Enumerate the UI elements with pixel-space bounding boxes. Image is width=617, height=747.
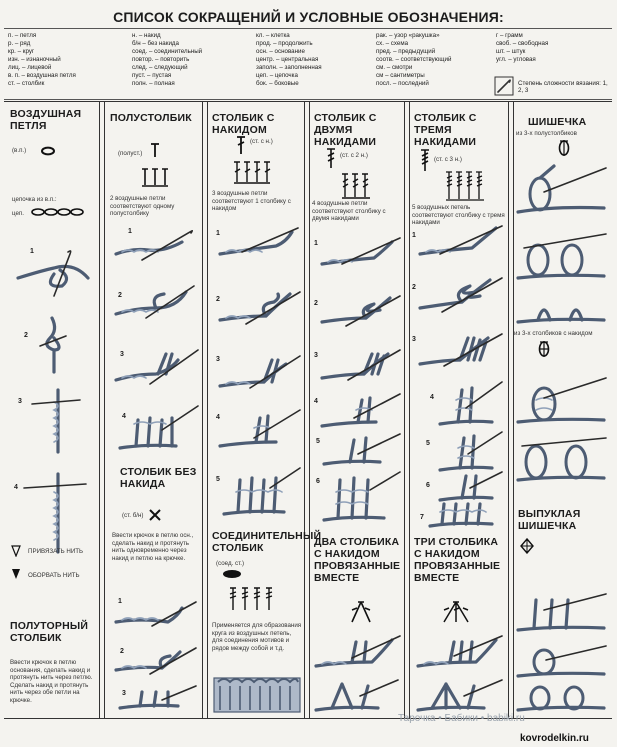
step-number: 4 bbox=[122, 413, 126, 420]
abbr-item: сх. – схема bbox=[376, 40, 409, 47]
step-number: 1 bbox=[216, 230, 220, 237]
step-number: 3 bbox=[216, 356, 220, 363]
abbr-item: кл. – клетка bbox=[256, 32, 290, 39]
abbr-column-4 bbox=[376, 32, 451, 88]
step-number: 3 bbox=[120, 351, 124, 358]
abbr-item: см – сантиметры bbox=[376, 72, 425, 79]
chain-stitch-heading: ВОЗДУШНАЯ ПЕТЛЯ bbox=[10, 108, 82, 132]
slip-stitch-text: Применяется для образования круга из воздушных петель, для соединения мотивов и рядов между собой и т.д. bbox=[212, 622, 302, 652]
step-number: 5 bbox=[316, 438, 320, 445]
tie-yarn-label: ПРИВЯЗАТЬ НИТЬ bbox=[28, 548, 84, 555]
abbr-item: повтор. – повторить bbox=[132, 56, 190, 63]
treble-step-1-illustration bbox=[318, 232, 404, 272]
two-dc-together-heading: ДВА СТОЛБИКА С НАКИДОМ ПРОВЯЗАННЫЕ ВМЕСТЕ bbox=[314, 536, 401, 584]
step-number: 1 bbox=[314, 240, 318, 247]
double-treble-abbr: (ст. с 3 н.) bbox=[434, 156, 462, 163]
abbr-item: изн. – изнаночный bbox=[8, 56, 61, 63]
half-stitch-step-2-illustration bbox=[112, 278, 202, 322]
half-double-text: Ввести крючок в петлю основания, сделать накид и протянуть нить через петлю. Сделать накид и протянуть нить через обе петли на крючке. bbox=[10, 659, 93, 704]
double-crochet-abbr: (ст. с н.) bbox=[250, 138, 273, 145]
column-divider bbox=[304, 102, 310, 718]
abbr-item: кр. – круг bbox=[8, 48, 35, 55]
single-crochet-heading: СТОЛБИК БЕЗ НАКИДА bbox=[120, 466, 197, 490]
cut-yarn-icon bbox=[11, 568, 21, 580]
double-treble-step-4-illustration bbox=[436, 378, 506, 430]
raised-puff-step-2-illustration bbox=[514, 642, 610, 682]
abbr-column-2 bbox=[132, 32, 202, 88]
three-dc-together-symbol-icon bbox=[440, 600, 472, 624]
double-crochet-text: 3 воздушные петли соответствуют 1 столбику с накидом bbox=[212, 190, 291, 212]
grid-top-rule bbox=[4, 101, 612, 102]
difficulty-note: Степень сложности вязания: 1, 2, 3 bbox=[518, 80, 608, 94]
chain-symbol-icon bbox=[40, 146, 56, 156]
column-divider bbox=[404, 102, 410, 718]
abbr-item: ст. – столбик bbox=[8, 80, 45, 87]
chain-step-4-illustration bbox=[22, 472, 92, 558]
half-stitch-step-1-illustration bbox=[112, 224, 202, 264]
chain-step-1-illustration bbox=[14, 248, 94, 298]
abbr-item: посл. – последний bbox=[376, 80, 429, 87]
step-number: 5 bbox=[216, 476, 220, 483]
treble-step-6-illustration bbox=[320, 468, 404, 526]
abbr-item: г – грамм bbox=[496, 32, 523, 39]
double-crochet-step-1-illustration bbox=[216, 222, 304, 262]
chain-stitch-abbr: (в.п.) bbox=[12, 147, 27, 154]
three-dc-together-heading: ТРИ СТОЛБИКА С НАКИДОМ ПРОВЯЗАННЫЕ ВМЕСТЕ bbox=[414, 536, 501, 584]
abbr-item: соед. – соединительный bbox=[132, 48, 203, 55]
abbr-column-3 bbox=[256, 32, 322, 88]
three-dc-together-step-1-illustration bbox=[414, 628, 506, 672]
treble-abbr: (ст. с 2 н.) bbox=[340, 152, 368, 159]
abbr-item: полн. – полная bbox=[132, 80, 175, 87]
single-crochet-step-2-illustration bbox=[112, 640, 202, 678]
raised-puff-step-3-illustration bbox=[514, 682, 610, 716]
double-treble-step-5-illustration bbox=[436, 428, 506, 476]
slip-stitch-row-symbol-icon bbox=[226, 586, 278, 612]
abbr-item: рак. – узор «ракушка» bbox=[376, 32, 440, 39]
step-number: 2 bbox=[216, 296, 220, 303]
step-number: 2 bbox=[120, 648, 124, 655]
slip-stitch-heading: СОЕДИНИТЕЛЬНЫЙ СТОЛБИК bbox=[212, 530, 322, 554]
cut-yarn-label: ОБОРВАТЬ НИТЬ bbox=[28, 572, 80, 579]
abbr-item: н. – накид bbox=[132, 32, 161, 39]
column-divider bbox=[99, 102, 105, 718]
crochet-hook-icon bbox=[494, 76, 514, 96]
single-crochet-step-3-illustration bbox=[116, 682, 202, 716]
step-number: 7 bbox=[420, 514, 424, 521]
step-number: 2 bbox=[118, 292, 122, 299]
step-number: 1 bbox=[128, 228, 132, 235]
treble-step-2-illustration bbox=[318, 288, 404, 330]
half-stitch-row-symbol-icon bbox=[140, 167, 170, 189]
page-title: СПИСОК СОКРАЩЕНИЙ И УСЛОВНЫЕ ОБОЗНАЧЕНИЯ: bbox=[113, 9, 504, 25]
puff-step-3-illustration bbox=[514, 292, 610, 328]
double-treble-step-3-illustration bbox=[416, 326, 506, 370]
abbr-item: угл. – угловая bbox=[496, 56, 536, 63]
abbr-item: своб. – свободная bbox=[496, 40, 549, 47]
step-number: 3 bbox=[412, 336, 416, 343]
puff-note-1: из 3-х полустолбиков bbox=[516, 130, 577, 137]
step-number: 2 bbox=[24, 332, 28, 339]
double-treble-step-1-illustration bbox=[416, 222, 506, 262]
step-number: 4 bbox=[430, 394, 434, 401]
puff-stitch-heading: ШИШЕЧКА bbox=[528, 116, 587, 128]
double-treble-heading: СТОЛБИК С ТРЕМЯ НАКИДАМИ bbox=[414, 112, 477, 148]
double-crochet-step-4-illustration bbox=[216, 402, 304, 452]
double-crochet-step-5-illustration bbox=[220, 462, 304, 520]
abbr-item: пред. – предыдущий bbox=[376, 48, 436, 55]
treble-row-symbol-icon bbox=[340, 172, 374, 200]
half-stitch-abbr: (полуст.) bbox=[118, 150, 143, 157]
step-number: 4 bbox=[14, 484, 18, 491]
double-treble-text: 5 воздушных петель соответствуют столбику с тремя накидами bbox=[412, 204, 505, 226]
step-number: 4 bbox=[216, 414, 220, 421]
abbr-item: пуст. – пустая bbox=[132, 72, 172, 79]
abbr-item: в. п. – воздушная петля bbox=[8, 72, 76, 79]
abbr-item: п. – петля bbox=[8, 32, 37, 39]
step-number: 1 bbox=[412, 232, 416, 239]
abbr-column-5 bbox=[496, 32, 548, 64]
puff-step-2-illustration bbox=[514, 228, 610, 288]
abbr-item: лиц. – лицевой bbox=[8, 64, 52, 71]
step-number: 3 bbox=[18, 398, 22, 405]
abbr-item: р. – ряд bbox=[8, 40, 31, 47]
puff-symbol-icon bbox=[558, 139, 570, 157]
step-number: 6 bbox=[316, 478, 320, 485]
three-dc-together-step-2-illustration bbox=[414, 676, 506, 716]
abbr-item: бок. – боковые bbox=[256, 80, 299, 87]
half-stitch-step-3-illustration bbox=[112, 340, 202, 386]
puff-note-2: из 3-х столбиков с накидом bbox=[514, 330, 593, 337]
double-crochet-heading: СТОЛБИК С НАКИДОМ bbox=[212, 112, 275, 136]
step-number: 3 bbox=[314, 352, 318, 359]
half-stitch-text: 2 воздушные петли соответствуют одному полустолбику bbox=[110, 195, 175, 217]
chain-row-icon bbox=[30, 207, 86, 217]
double-crochet-step-2-illustration bbox=[216, 284, 304, 328]
raised-puff-heading: ВЫПУКЛАЯ ШИШЕЧКА bbox=[518, 508, 581, 532]
abbr-item: соотв. – соответствующий bbox=[376, 56, 452, 63]
tie-yarn-icon bbox=[11, 545, 21, 557]
double-crochet-step-3-illustration bbox=[216, 346, 304, 392]
abbr-item: заполн. – заполненная bbox=[256, 64, 322, 71]
treble-step-4-illustration bbox=[318, 388, 404, 432]
half-stitch-heading: ПОЛУСТОЛБИК bbox=[110, 112, 192, 124]
double-crochet-row-symbol-icon bbox=[232, 160, 272, 186]
single-crochet-text: Ввести крючок в петлю осн., сделать накид и протянуть нить одновременно через накид и петлю на крючке. bbox=[112, 532, 194, 562]
watermark: Тарочка • Бабики • babiki.ru bbox=[398, 713, 525, 724]
abbr-column-1 bbox=[8, 32, 76, 88]
double-treble-symbol-icon bbox=[420, 148, 430, 172]
abbr-item: осн. – основание bbox=[256, 48, 305, 55]
double-treble-step-7-illustration bbox=[426, 500, 506, 530]
abbr-item: шт. – штук bbox=[496, 48, 526, 55]
treble-heading: СТОЛБИК С ДВУМЯ НАКИДАМИ bbox=[314, 112, 377, 148]
single-crochet-symbol-icon bbox=[148, 508, 162, 522]
slip-stitch-swatch-illustration bbox=[212, 672, 302, 714]
column-divider bbox=[202, 102, 208, 718]
step-number: 1 bbox=[118, 598, 122, 605]
step-number: 6 bbox=[426, 482, 430, 489]
double-crochet-symbol-icon bbox=[236, 135, 246, 155]
abbr-item: след. – следующий bbox=[132, 64, 188, 71]
raised-puff-symbol-icon bbox=[520, 538, 534, 554]
step-number: 2 bbox=[412, 284, 416, 291]
two-dc-together-symbol-icon bbox=[348, 600, 374, 624]
treble-text: 4 воздушные петли соответствуют столбику с двумя накидами bbox=[312, 200, 386, 222]
treble-step-5-illustration bbox=[320, 430, 404, 470]
slip-stitch-symbol-icon bbox=[222, 569, 242, 579]
raised-puff-step-1-illustration bbox=[514, 590, 610, 638]
chain-abbr: цеп. bbox=[12, 210, 24, 217]
step-number: 2 bbox=[314, 300, 318, 307]
abbr-item: б/н – без накида bbox=[132, 40, 179, 47]
two-dc-together-step-2-illustration bbox=[312, 676, 404, 716]
abbr-item: прод. – продолжить bbox=[256, 40, 313, 47]
double-treble-step-2-illustration bbox=[416, 272, 506, 316]
step-number: 5 bbox=[426, 440, 430, 447]
treble-step-3-illustration bbox=[318, 340, 404, 384]
treble-symbol-icon bbox=[326, 147, 336, 169]
chain-step-3-illustration bbox=[28, 388, 88, 458]
single-crochet-abbr: (ст. б/н) bbox=[122, 512, 144, 519]
half-double-heading: ПОЛУТОРНЫЙ СТОЛБИК bbox=[10, 620, 89, 644]
chain-step-2-illustration bbox=[34, 316, 74, 376]
double-treble-row-symbol-icon bbox=[444, 170, 488, 202]
step-number: 1 bbox=[30, 248, 34, 255]
two-dc-together-step-1-illustration bbox=[312, 628, 404, 672]
half-stitch-step-4-illustration bbox=[116, 400, 202, 454]
puff-step-1-illustration bbox=[514, 162, 610, 222]
half-stitch-symbol-icon bbox=[150, 142, 160, 158]
single-crochet-step-1-illustration bbox=[112, 594, 202, 630]
abbr-item: центр. – центральная bbox=[256, 56, 319, 63]
puff-dc-step-2-illustration bbox=[514, 432, 610, 488]
abbr-item: цеп. – цепочка bbox=[256, 72, 298, 79]
footer-url[interactable]: kovrodelkin.ru bbox=[520, 733, 589, 744]
step-number: 4 bbox=[314, 398, 318, 405]
puff-dc-step-1-illustration bbox=[514, 370, 610, 430]
chain-note: цепочка из в.п.: bbox=[12, 196, 57, 203]
abbr-item: см. – смотри bbox=[376, 64, 413, 71]
slip-stitch-abbr: (соед. ст.) bbox=[216, 560, 245, 567]
puff-dc-symbol-icon bbox=[538, 340, 550, 358]
step-number: 3 bbox=[122, 690, 126, 697]
